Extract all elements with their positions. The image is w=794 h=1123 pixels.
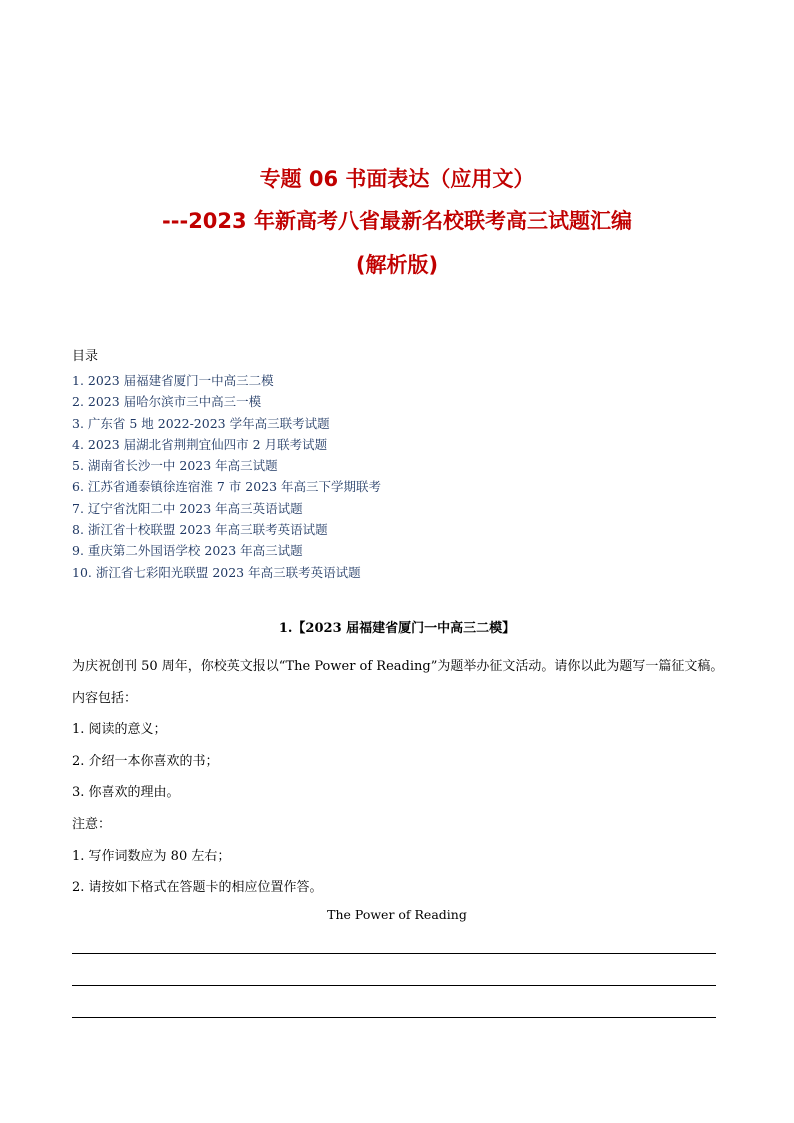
toc-item[interactable]: 5. 湖南省长沙一中 2023 年高三试题 <box>72 458 278 474</box>
essay-title: The Power of Reading <box>327 907 467 922</box>
answer-line <box>72 1017 716 1018</box>
toc-item[interactable]: 9. 重庆第二外国语学校 2023 年高三试题 <box>72 543 303 559</box>
body-line-content-heading: 内容包括： <box>72 690 138 706</box>
document-title-line1: 专题 06 书面表达（应用文） <box>259 167 535 191</box>
toc-heading: 目录 <box>72 349 99 364</box>
body-line-point: 2. 介绍一本你喜欢的书； <box>72 753 219 769</box>
body-line-prompt: 为庆祝创刊 50 周年，你校英文报以“The Power of Reading”为题举办征文活动。请你以此为题写一篇征文稿。 <box>72 659 724 674</box>
section-title: 1.【2023 届福建省厦门一中高三二模】 <box>278 621 516 636</box>
document-title-line3: (解析版) <box>355 253 439 277</box>
toc-item[interactable]: 8. 浙江省十校联盟 2023 年高三联考英语试题 <box>72 522 328 538</box>
body-line-note: 1. 写作词数应为 80 左右； <box>72 848 231 864</box>
body-line-note: 2. 请按如下格式在答题卡的相应位置作答。 <box>72 880 323 896</box>
answer-line <box>72 985 716 986</box>
toc-item[interactable]: 1. 2023 届福建省厦门一中高三二模 <box>72 373 274 388</box>
toc-item[interactable]: 2. 2023 届哈尔滨市三中高三一模 <box>72 394 262 410</box>
toc-item[interactable]: 4. 2023 届湖北省荆荆宜仙四市 2 月联考试题 <box>72 436 328 452</box>
answer-line <box>72 953 716 954</box>
section-body <box>72 651 723 904</box>
document-title-line2: ---2023 年新高考八省最新名校联考高三试题汇编 <box>162 209 632 233</box>
toc-item[interactable]: 6. 江苏省通泰镇徐连宿淮 7 市 2023 年高三下学期联考 <box>72 479 382 495</box>
body-line-notes-heading: 注意： <box>72 816 112 832</box>
body-line-point: 1. 阅读的意义； <box>72 722 167 738</box>
body-line-point: 3. 你喜欢的理由。 <box>72 785 180 801</box>
table-of-contents <box>72 370 381 583</box>
toc-item[interactable]: 3. 广东省 5 地 2022-2023 学年高三联考试题 <box>72 415 330 431</box>
toc-item[interactable]: 7. 辽宁省沈阳二中 2023 年高三英语试题 <box>72 500 303 516</box>
toc-item[interactable]: 10. 浙江省七彩阳光联盟 2023 年高三联考英语试题 <box>72 564 361 580</box>
